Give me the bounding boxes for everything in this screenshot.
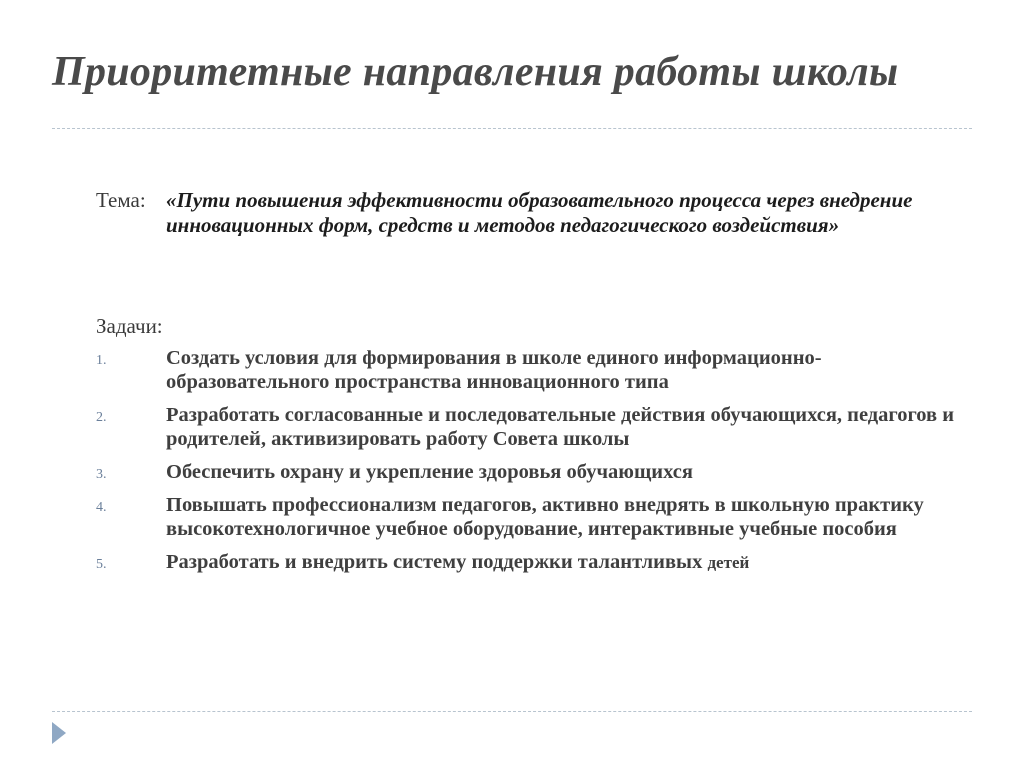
play-arrow-icon[interactable] [52,722,66,744]
list-item-number: 3. [96,467,107,482]
theme-text: «Пути повышения эффективности образовательного процесса через внедрение инновационных форм, средств и методов педагогического воздействия» [166,188,913,237]
list-item-text: Разработать и внедрить систему поддержки талантливых [166,551,703,573]
list-item-number: 1. [96,353,107,368]
tasks-list [96,346,956,584]
tasks-label: Задачи: [96,314,163,338]
list-item-text: Повышать профессионализм педагогов, активно внедрять в школьную практику высокотехнологичное учебное оборудование, интерактивные учебные пособия [166,494,924,540]
list-item-text: Разработать согласованные и последовательные действия обучающихся, педагогов и родителей, активизировать работу Совета школы [166,404,955,450]
list-item [96,493,956,541]
slide-title: Приоритетные направления работы школы [52,49,899,95]
list-item-number: 4. [96,500,107,515]
list-item-number: 5. [96,557,107,572]
list-item-text: Создать условия для формирования в школе единого информационно-образовательного пространства инновационного типа [166,347,822,393]
list-item [96,460,956,484]
list-item [96,403,956,451]
list-item [96,346,956,394]
top-divider [52,128,972,129]
list-item [96,550,956,575]
bottom-divider [52,711,972,712]
list-item-text-small: детей [707,553,750,572]
theme-label: Тема: [96,188,146,212]
theme-block [96,188,916,238]
list-item-number: 2. [96,410,107,425]
list-item-text: Обеспечить охрану и укрепление здоровья обучающихся [166,461,693,483]
